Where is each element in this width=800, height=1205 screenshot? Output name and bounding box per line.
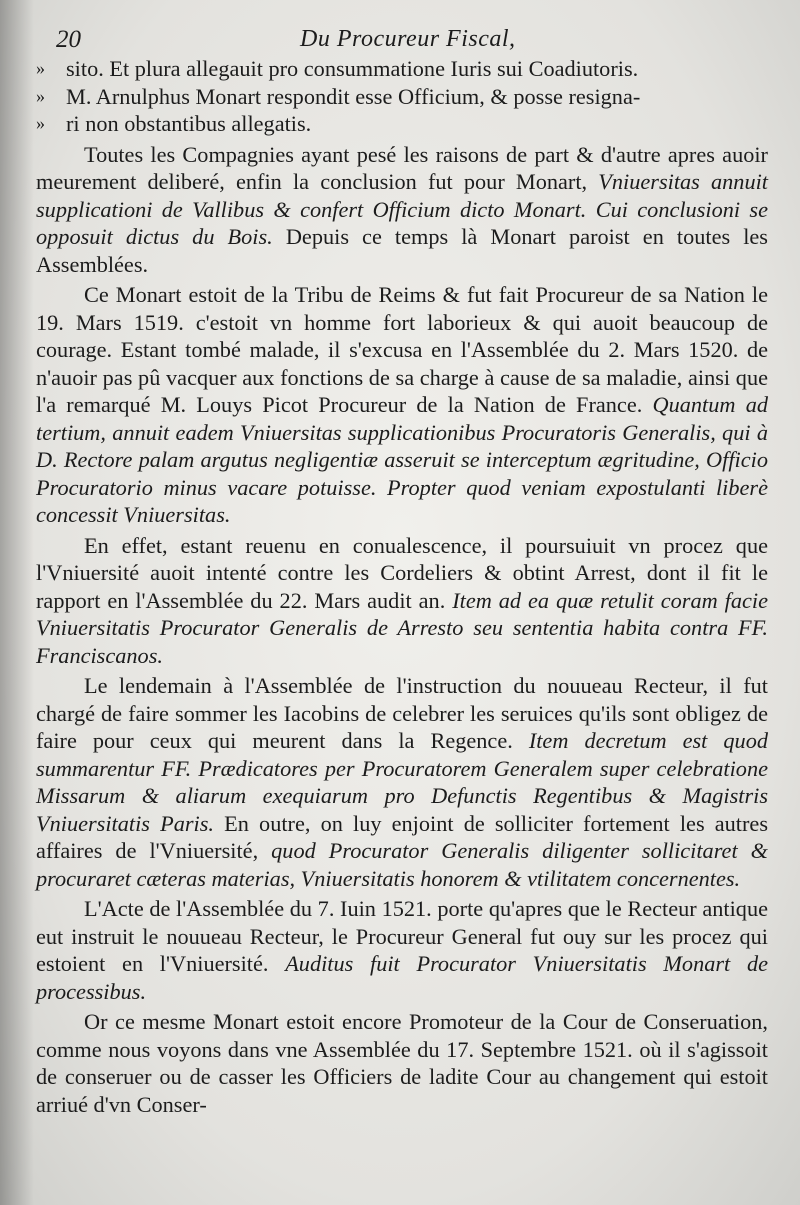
- quotation-line: » sito. Et plura allegauit pro consummatione Iuris sui Coadiutoris.: [36, 56, 639, 81]
- binding-shadow: [0, 0, 34, 1205]
- paragraph: [36, 672, 768, 892]
- guillemet-icon: »: [36, 58, 45, 78]
- latin-quote: Item decretum est quod summarentur FF. Prædicatores per Procuratorem Generalem super celebratione Missarum & aliarum exequiarum pro Defunctis Regentibus & Magistris Vniuersitatis Paris.: [36, 728, 768, 836]
- page-number: 20: [56, 26, 81, 53]
- latin-quote: Item ad ea quæ retulit coram facie Vniuersitatis Procurator Generalis de Arresto seu sententia habita contra FF. Franciscanos.: [36, 587, 768, 668]
- latin-quote: Vniuersitas annuit supplicationi de Vallibus & confert Officium dicto Monart. Cui conclusioni se opposuit dictus du Bois.: [36, 169, 768, 249]
- french-text: L'Acte de l'Assemblée du 7. Iuin 1521. porte qu'apres que le Recteur antique eut instruit le nouueau Recteur, le Procureur General fut ouy sur les procez qui estoient en l'Vniuersité.: [36, 896, 768, 976]
- french-text: Depuis ce temps là Monart paroist en toutes les Assemblées.: [36, 224, 768, 277]
- paragraph: [36, 141, 768, 279]
- quotation-line: » M. Arnulphus Monart respondit esse Officium, & posse resigna-: [36, 83, 641, 109]
- guillemet-icon: »: [36, 113, 45, 133]
- paragraph: [36, 895, 768, 1005]
- paragraph: [36, 1008, 768, 1118]
- latin-quote: Quantum ad tertium, annuit eadem Vniuersitas supplicationibus Procuratoris Generalis, qui à D. Rectore palam argutus negligentiæ asseruit se interceptum ægritudine, Officio Procuratorio minus vacare potuisse. Propter quod veniam expostulanti liberè concessit Vniuersitas.: [36, 392, 768, 527]
- guillemet-icon: »: [36, 85, 45, 106]
- quotation-block: [36, 55, 768, 138]
- french-text: En effet, estant reuenu en conualescence, il poursuiuit vn procez que l'Vniuersité auoit intenté contre les Cordeliers & obtint Arrest, dont il fit le rapport en l'Assemblée du 22. Mars audit an.: [36, 532, 768, 613]
- running-title: Du Procureur Fiscal,: [300, 26, 516, 52]
- latin-quote: quod Procurator Generalis diligenter sollicitaret & procuraret cæteras materias, Vniuersitatis honorem & vtilitatem concernentes.: [36, 838, 768, 891]
- body-text: [36, 55, 768, 1118]
- latin-quote: Auditus fuit Procurator Vniuersitatis Monart de processibus.: [36, 951, 768, 1004]
- french-text: Or ce mesme Monart estoit encore Promoteur de la Cour de Conseruation, comme nous voyons dans vne Assemblée du 17. Septembre 1521. où il s'agissoit de conseruer ou de casser les Officiers de ladite Cour au changement qui estoit arriué d'vn Conser-: [36, 1009, 768, 1117]
- french-text: Le lendemain à l'Assemblée de l'instruction du nouueau Recteur, il fut chargé de faire sommer les Iacobins de celebrer les seruices qu'ils sont obligez de faire pour ceux qui meurent dans la Regence.: [36, 673, 768, 753]
- paragraph: [36, 281, 768, 529]
- quotation-line: » ri non obstantibus allegatis.: [36, 111, 312, 136]
- french-text: Toutes les Compagnies ayant pesé les raisons de part & d'autre apres auoir meurement deliberé, enfin la conclusion fut pour Monart,: [36, 141, 768, 194]
- paragraph: [36, 532, 768, 670]
- french-text: Ce Monart estoit de la Tribu de Reims & fut fait Procureur de sa Nation le 19. Mars 1519. c'estoit vn homme fort laborieux & qui auoit beaucoup de courage. Estant tombé malade, il s'excusa en l'Assemblée du 2. Mars 1520. de n'auoir pas pû vacquer aux fonctions de sa charge à cause de sa maladie, ainsi que l'a remarqué M. Louys Picot Procureur de la Nation de France.: [36, 282, 768, 417]
- french-text: En outre, on luy enjoint de solliciter fortement les autres affaires de l'Vniuersité,: [36, 810, 768, 863]
